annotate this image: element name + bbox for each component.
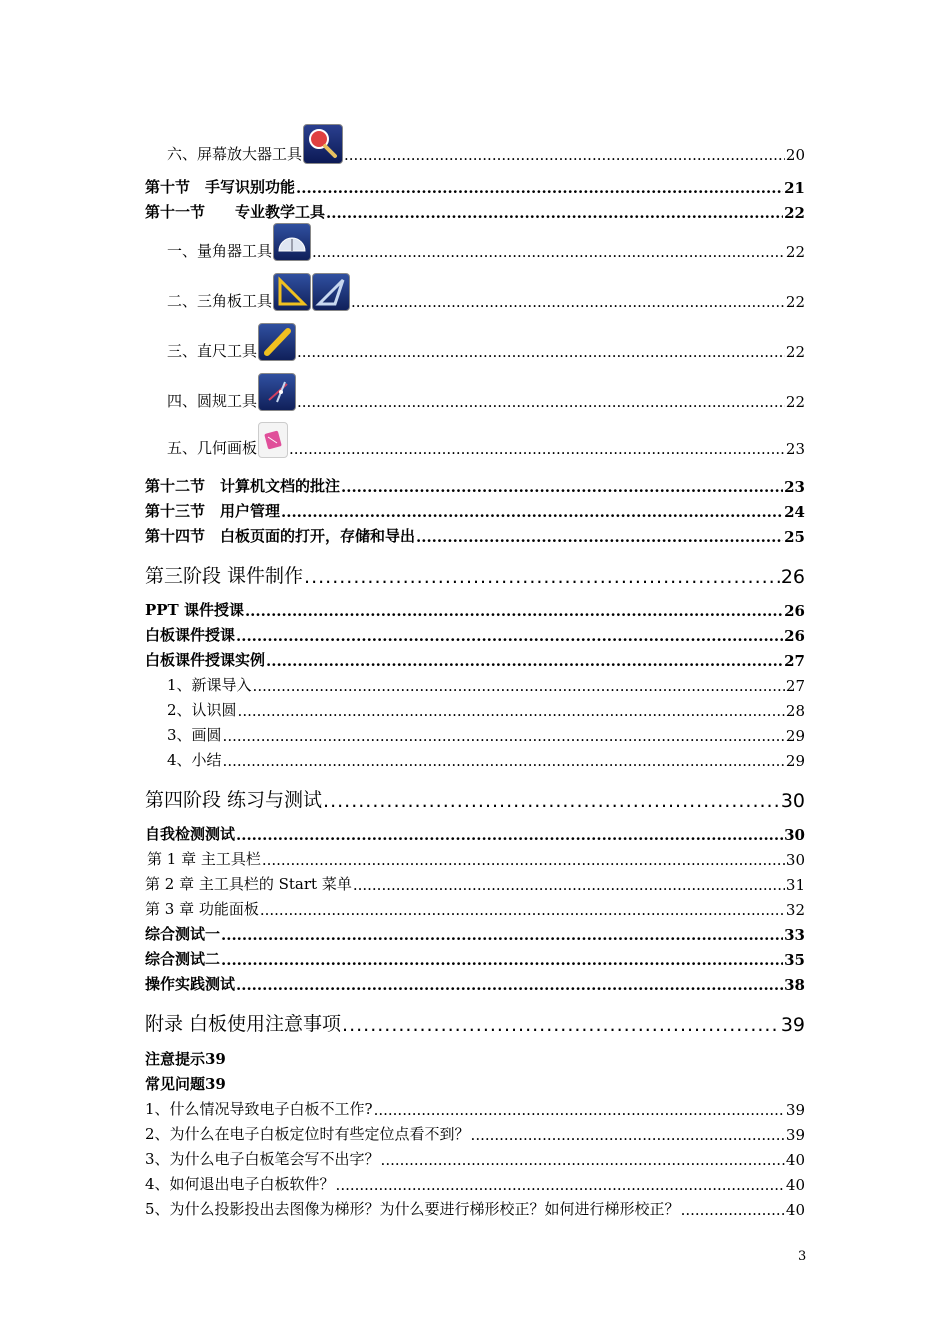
toc-entry-section-11[interactable] [145, 201, 805, 222]
toc-entry-chapter-3[interactable] [145, 898, 805, 919]
triangle-ruler-icon [312, 273, 350, 311]
toc-entry-practice-test[interactable] [145, 973, 805, 994]
toc-entry-label: 附录 白板使用注意事项 [145, 1013, 342, 1035]
geometry-board-icon [258, 422, 288, 458]
toc-leader [353, 876, 785, 894]
toc-page-number: 32 [785, 901, 805, 919]
toc-entry-faq[interactable]: 常见问题39 [145, 1075, 226, 1093]
toc-entry-label: 综合测试二 [145, 950, 221, 968]
toc-entry-question-1[interactable] [145, 1098, 805, 1119]
toc-leader [223, 727, 785, 745]
toc-leader [304, 566, 780, 588]
toc-entry-label: 第十一节 专业教学工具 [145, 203, 326, 221]
toc-page-number: 39 [785, 1126, 805, 1144]
toc-page-number: 40 [785, 1176, 805, 1194]
toc-page-number: 35 [784, 951, 805, 969]
toc-entry-section-14[interactable] [145, 525, 805, 546]
toc-page-number: 39 [785, 1101, 805, 1119]
toc-entry-label: 三、直尺工具 [167, 342, 258, 360]
toc-leader [289, 440, 785, 458]
toc-leader [374, 1101, 785, 1119]
toc-leader [236, 976, 783, 994]
toc-entry-label: 第 2 章 主工具栏的 Start 菜单 [145, 875, 352, 893]
toc-entry-label: 操作实践测试 [145, 975, 236, 993]
toc-leader [681, 1201, 785, 1219]
toc-leader [341, 478, 783, 496]
toc-page-number: 23 [784, 478, 805, 496]
toc-leader [336, 1176, 785, 1194]
toc-page-number: 39 [780, 1014, 805, 1036]
toc-entry-example-3[interactable] [145, 724, 805, 745]
magnifier-icon [303, 124, 343, 164]
toc-entry-label: 1、什么情况导致电子白板不工作? [145, 1100, 373, 1118]
toc-leader [238, 702, 785, 720]
toc-entry-label: 白板课件授课 [145, 626, 236, 644]
toc-entry-label: 白板课件授课实例 [145, 651, 266, 669]
protractor-icon [273, 223, 311, 261]
toc-page-number: 23 [785, 440, 805, 458]
toc-entry-label: 一、量角器工具 [167, 242, 273, 260]
toc-leader [221, 926, 783, 944]
toc-entry-question-5[interactable] [145, 1198, 805, 1219]
toc-entry-label: 第 3 章 功能面板 [145, 900, 259, 918]
toc-entry-stage-4[interactable] [145, 785, 805, 812]
toc-page-number: 40 [785, 1151, 805, 1169]
toc-entry-label: 4、如何退出电子白板软件？ [145, 1175, 335, 1193]
toc-page-number: 31 [785, 876, 805, 894]
toc-page-number: 22 [785, 343, 805, 361]
toc-entry-magnifier[interactable] [145, 124, 805, 164]
toc-leader [236, 627, 783, 645]
toc-page-number: 40 [785, 1201, 805, 1219]
toc-entry-question-3[interactable] [145, 1148, 805, 1169]
toc-entry-section-10[interactable] [145, 176, 805, 197]
toc-page-number: 22 [785, 293, 805, 311]
toc-entry-label: 自我检测测试 [145, 825, 236, 843]
toc-entry-label: 四、圆规工具 [167, 392, 258, 410]
toc-entry-label: 5、为什么投影投出去图像为梯形？为什么要进行梯形校正？如何进行梯形校正？ [145, 1200, 680, 1218]
toc-entry-example-4[interactable] [145, 749, 805, 770]
toc-page-number: 24 [784, 503, 805, 521]
toc-entry-label: 二、三角板工具 [167, 292, 273, 310]
toc-page-number: 26 [780, 566, 805, 588]
toc-leader [344, 146, 785, 164]
toc-page-number: 22 [785, 393, 805, 411]
toc-page-number: 25 [784, 528, 805, 546]
toc-entry-label: PPT 课件授课 [145, 601, 244, 619]
toc-entry-label: 2、认识圆 [167, 701, 237, 719]
toc-entry-label: 六、屏幕放大器工具 [167, 145, 303, 163]
toc-leader [342, 1014, 780, 1036]
toc-page-number: 27 [784, 652, 805, 670]
toc-page-number: 21 [784, 179, 805, 197]
toc-page-number: 33 [784, 926, 805, 944]
toc-leader [381, 1151, 785, 1169]
toc-leader [260, 901, 785, 919]
toc-entry-label: 3、为什么电子白板笔会写不出字？ [145, 1150, 380, 1168]
toc-entry-whiteboard-example[interactable] [145, 649, 805, 670]
toc-leader [262, 851, 785, 869]
toc-leader [416, 528, 783, 546]
toc-entry-self-test[interactable] [145, 823, 805, 844]
toc-leader [296, 179, 783, 197]
toc-entry-label: 2、为什么在电子白板定位时有些定位点看不到？ [145, 1125, 470, 1143]
toc-leader [312, 243, 785, 261]
toc-leader [471, 1126, 785, 1144]
toc-entry-label: 第 1 章 主工具栏 [147, 850, 261, 868]
toc-entry-comprehensive-1[interactable] [145, 923, 805, 944]
toc-entry-stage-3[interactable] [145, 561, 805, 588]
toc-page-number: 29 [785, 752, 805, 770]
toc-page-number: 26 [784, 627, 805, 645]
ruler-icon [258, 323, 296, 361]
toc-entry-appendix[interactable] [145, 1009, 805, 1036]
toc-entry-notes[interactable]: 注意提示39 [145, 1050, 226, 1068]
toc-page-number: 27 [785, 677, 805, 695]
toc-entry-label: 第三阶段 课件制作 [145, 565, 304, 587]
toc-leader [323, 790, 780, 812]
page-number: 3 [798, 1249, 807, 1264]
toc-page-number: 28 [785, 702, 805, 720]
toc-leader [253, 677, 785, 695]
toc-page-number: 38 [784, 976, 805, 994]
toc-page-number: 22 [785, 243, 805, 261]
toc-page-number: 20 [785, 146, 805, 164]
toc-entry-label: 第十三节 用户管理 [145, 502, 281, 520]
toc-entry-chapter-1[interactable] [145, 848, 805, 869]
toc-page-number: 22 [784, 204, 805, 222]
toc-entry-section-12[interactable] [145, 475, 805, 496]
toc-leader [297, 393, 785, 411]
toc-entry-label: 第十节 手写识别功能 [145, 178, 296, 196]
toc-page-number: 30 [785, 851, 805, 869]
toc-entry-example-2[interactable] [145, 699, 805, 720]
toc-leader [266, 652, 783, 670]
toc-entry-label: 4、小结 [167, 751, 222, 769]
toc-entry-example-1[interactable] [145, 674, 805, 695]
toc-entry-label: 第十四节 白板页面的打开，存储和导出 [145, 527, 416, 545]
toc-entry-geometry-board[interactable] [145, 422, 805, 458]
toc-entry-ruler[interactable] [145, 323, 805, 361]
toc-page-number: 30 [780, 790, 805, 812]
toc-entry-question-2[interactable] [145, 1123, 805, 1144]
toc-leader [326, 204, 783, 222]
toc-entry-section-13[interactable] [145, 500, 805, 521]
toc-entry-label: 第十二节 计算机文档的批注 [145, 477, 341, 495]
compass-icon [258, 373, 296, 411]
toc-page-number: 26 [784, 602, 805, 620]
toc-entry-label: 五、几何画板 [167, 439, 258, 457]
toc-leader [351, 293, 785, 311]
toc-entry-compass[interactable] [145, 373, 805, 411]
toc-entry-label: 第四阶段 练习与测试 [145, 789, 323, 811]
toc-entry-comprehensive-2[interactable] [145, 948, 805, 969]
toc-entry-ppt[interactable] [145, 599, 805, 620]
toc-entry-label: 1、新课导入 [167, 676, 252, 694]
toc-leader [236, 826, 783, 844]
toc-entry-label: 3、画圆 [167, 726, 222, 744]
toc-leader [221, 951, 783, 969]
toc-entry-triangle-ruler[interactable] [145, 273, 805, 311]
toc-leader [297, 343, 785, 361]
toc-leader [281, 503, 783, 521]
toc-leader [245, 602, 783, 620]
toc-leader [223, 752, 785, 770]
triangle-ruler-icon [273, 273, 311, 311]
toc-entry-chapter-2[interactable] [145, 873, 805, 894]
toc-entry-question-4[interactable] [145, 1173, 805, 1194]
toc-page-number: 30 [784, 826, 805, 844]
toc-entry-whiteboard[interactable] [145, 624, 805, 645]
toc-entry-label: 综合测试一 [145, 925, 221, 943]
toc-entry-protractor[interactable] [145, 223, 805, 261]
toc-page-number: 29 [785, 727, 805, 745]
